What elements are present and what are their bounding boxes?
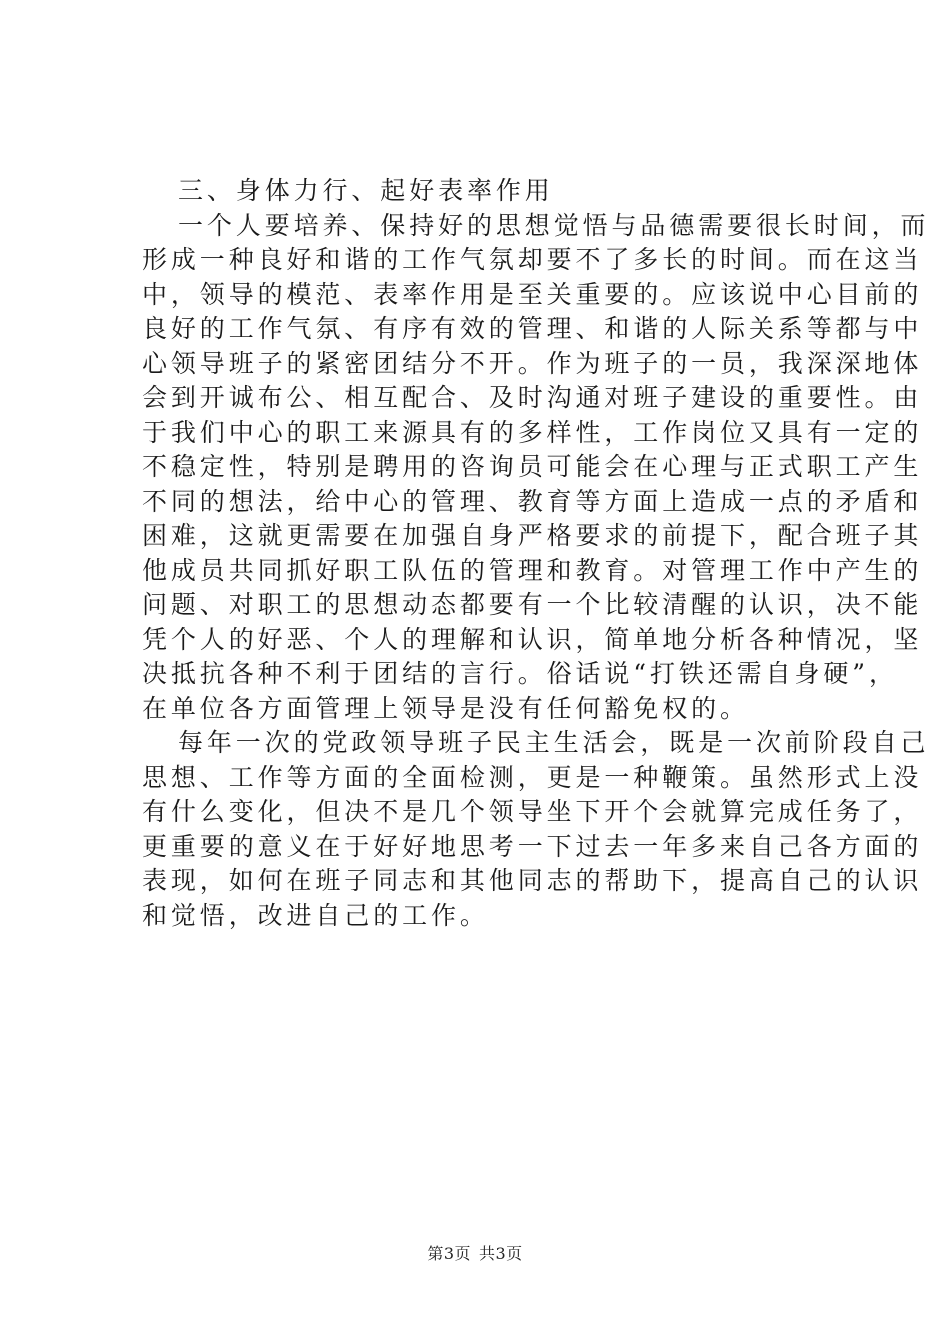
paragraph-1-line: 良好的工作气氛、有序有效的管理、和谐的人际关系等都与中 <box>142 314 923 343</box>
paragraph-2-line: 和觉悟，改进自己的工作。 <box>142 900 489 930</box>
paragraph-1-line: 心领导班子的紧密团结分不开。作为班子的一员，我深深地体 <box>142 348 923 378</box>
paragraph-1-line: 一个人要培养、保持好的思想觉悟与品德需要很长时间，而 <box>178 210 930 240</box>
paragraph-1-line: 困难，这就更需要在加强自身严格要求的前提下，配合班子其 <box>142 521 923 550</box>
paragraph-2-line: 有什么变化，但决不是几个领导坐下开个会就算完成任务了， <box>142 797 923 826</box>
page-footer <box>0 1241 950 1264</box>
page-number: 第3页 <box>427 1244 471 1263</box>
paragraph-1-line: 不同的想法，给中心的管理、教育等方面上造成一点的矛盾和 <box>142 486 923 516</box>
document-body <box>142 174 930 933</box>
page-total: 共3页 <box>479 1244 523 1263</box>
paragraph-1-line: 决抵抗各种不利于团结的言行。俗话说“打铁还需自身硬”， <box>142 659 898 688</box>
paragraph-2-line: 表现，如何在班子同志和其他同志的帮助下，提高自己的认识 <box>142 866 923 895</box>
paragraph-2-line: 思想、工作等方面的全面检测，更是一种鞭策。虽然形式上没 <box>142 762 923 792</box>
section-heading: 三、身体力行、起好表率作用 <box>178 176 554 205</box>
paragraph-1-line: 会到开诚布公、相互配合、及时沟通对班子建设的重要性。由 <box>142 383 923 412</box>
paragraph-1-line: 问题、对职工的思想动态都要有一个比较清醒的认识，决不能 <box>142 590 923 619</box>
paragraph-1-line: 不稳定性，特别是聘用的咨询员可能会在心理与正式职工产生 <box>142 452 923 481</box>
paragraph-1-line: 中，领导的模范、表率作用是至关重要的。应该说中心目前的 <box>142 279 923 309</box>
paragraph-2-line: 更重要的意义在于好好地思考一下过去一年多来自己各方面的 <box>142 831 923 861</box>
paragraph-1-line: 于我们中心的职工来源具有的多样性，工作岗位又具有一定的 <box>142 417 923 447</box>
paragraph-1-line: 形成一种良好和谐的工作气氛却要不了多长的时间。而在这当 <box>142 245 923 274</box>
paragraph-2-line: 每年一次的党政领导班子民主生活会，既是一次前阶段自己 <box>178 728 930 757</box>
paragraph-1-line: 他成员共同抓好职工队伍的管理和教育。对管理工作中产生的 <box>142 555 923 585</box>
paragraph-1-line: 在单位各方面管理上领导是没有任何豁免权的。 <box>142 693 749 723</box>
paragraph-1-line: 凭个人的好恶、个人的理解和认识，简单地分析各种情况，坚 <box>142 624 923 654</box>
